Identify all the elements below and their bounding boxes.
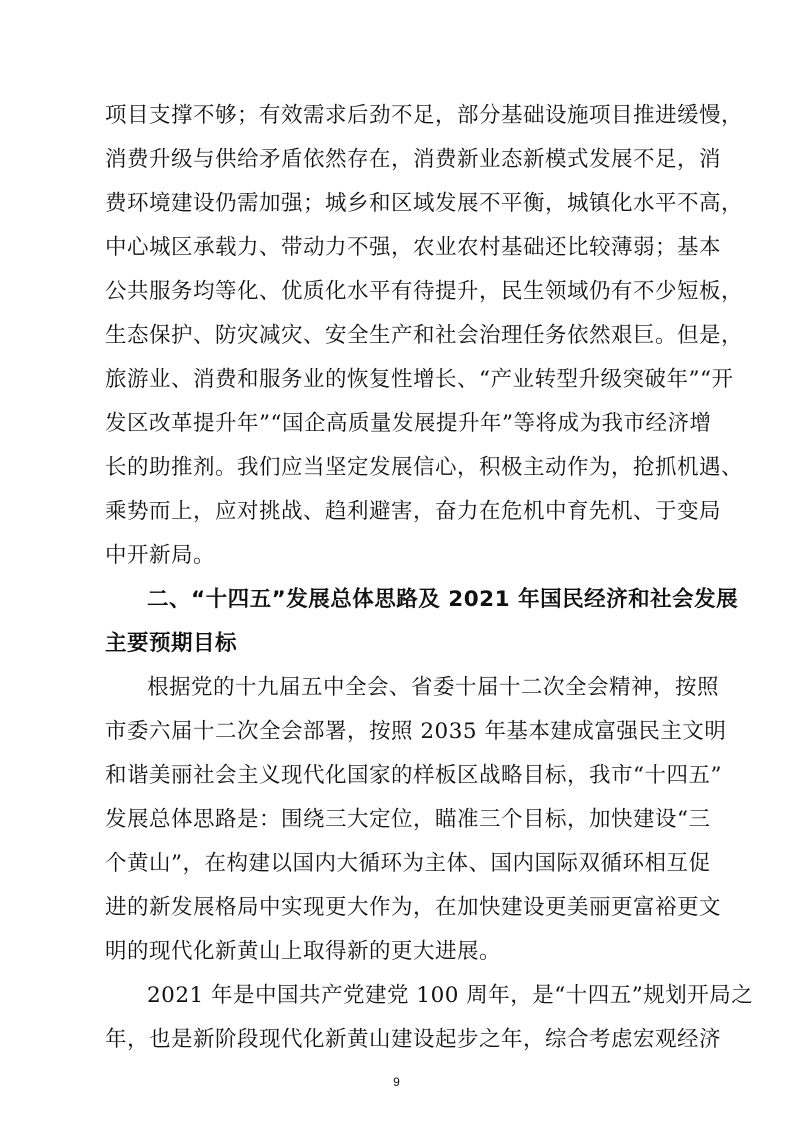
paragraph-line: 根据党的十九届五中全会、省委十届十二次全会精神，按照 [147,675,720,700]
paragraph-line: 中心城区承载力、带动力不强，农业农村基础还比较薄弱；基本 [105,235,722,260]
paragraph-line: 明的现代化新黄山上取得新的更大进展。 [105,939,502,964]
paragraph-line: 公共服务均等化、优质化水平有待提升，民生领域仍有不少短板， [105,279,744,304]
paragraph-line: 生态保护、防灾减灾、安全生产和社会治理任务依然艰巨。但是， [105,323,744,348]
paragraph-line: 长的助推剂。我们应当坚定发展信心，积极主动作为，抢抓机遇、 [105,455,744,480]
paragraph-line: 乘势而上，应对挑战、趋利避害，奋力在危机中育先机、于变局 [105,499,722,524]
paragraph-line: 发区改革提升年”“国企高质量发展提升年”等将成为我市经济增 [105,411,712,436]
paragraph-line: 进的新发展格局中实现更大作为，在加快建设更美丽更富裕更文 [105,895,722,920]
paragraph-line: 个黄山”，在构建以国内大循环为主体、国内国际双循环相互促 [105,851,711,876]
paragraph-line: 发展总体思路是：围绕三大定位，瞄准三个目标，加快建设“三 [105,807,711,832]
section-heading: 主要预期目标 [105,631,238,656]
paragraph-line: 旅游业、消费和服务业的恢复性增长、“产业转型升级突破年”“开 [105,367,734,392]
paragraph-line: 2021 年是中国共产党建党 100 周年，是“十四五”规划开局之 [147,983,754,1008]
paragraph-line: 年，也是新阶段现代化新黄山建设起步之年，综合考虑宏观经济 [105,1027,722,1052]
paragraph-line: 市委六届十二次全会部署，按照 2035 年基本建成富强民主文明 [105,719,727,744]
paragraph-line: 费环境建设仍需加强；城乡和区域发展不平衡，城镇化水平不高， [105,191,744,216]
section-heading: 二、“十四五”发展总体思路及 2021 年国民经济和社会发展 [147,587,739,612]
paragraph-line: 中开新局。 [105,543,216,568]
paragraph-line: 消费升级与供给矛盾依然存在，消费新业态新模式发展不足，消 [105,147,722,172]
page-number: 9 [393,1075,400,1089]
paragraph-line: 和谐美丽社会主义现代化国家的样板区战略目标，我市“十四五” [105,763,722,788]
paragraph-line: 项目支撑不够；有效需求后劲不足，部分基础设施项目推进缓慢， [105,103,744,128]
